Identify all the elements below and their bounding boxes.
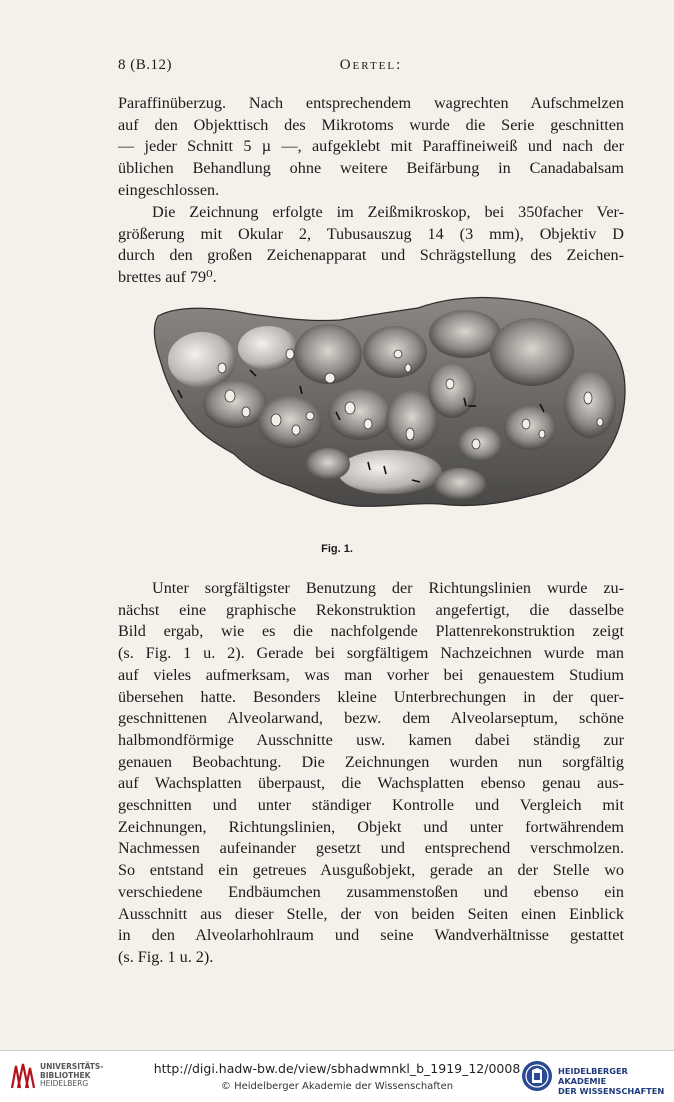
permalink-url[interactable]: http://digi.hadw-bw.de/view/sbhadwmnkl_b_1919_12/0008 — [153, 1061, 521, 1076]
text-line: Zeichnungen, Richtungslinien, Objekt und unter fortwährendem — [118, 817, 624, 836]
text-line: — jeder Schnitt 5 µ —, aufgeklebt mit Paraffineiweiß und nach der — [118, 137, 624, 156]
text-line: genauen Beobachtung. Die Zeichnungen wurden nun sorgfältig — [118, 752, 624, 771]
text-line: auf Wachsplatten überpaust, die Wachsplatten ebenso genau aus- — [118, 774, 624, 793]
text-line: durch den großen Zeichenapparat und Schrägstellung des Zeichen- — [118, 246, 624, 265]
university-library-name: UNIVERSITÄTS- BIBLIOTHEK HEIDELBERG — [40, 1062, 104, 1089]
text-line: Unter sorgfältigster Benutzung der Richtungslinien wurde zu- — [152, 579, 624, 597]
text-line: Die Zeichnung erfolgte im Zeißmikroskop, bei 350facher Ver- — [152, 203, 624, 221]
paragraph-2 — [118, 202, 624, 289]
academy-seal-icon — [521, 1060, 553, 1092]
alveolar-section-figure — [150, 294, 632, 512]
text-line: auf vieles aufmerksam, was man vorher bei genauestem Studium — [118, 665, 624, 684]
text-line: größerung mit Okular 2, Tubusauszug 14 (3 mm), Objektiv D — [118, 224, 624, 243]
text-line: Bild ergab, wie es die nachfolgende Plattenrekonstruktion zeigt — [118, 622, 624, 641]
text-line: auf den Objekttisch des Mikrotoms wurde die Serie geschnitten — [118, 115, 624, 134]
text-line: geschnittenen Alveolarwand, bezw. dem Alveolarseptum, schöne — [118, 709, 624, 728]
text-line: halbmondförmige Ausschnitte usw. kamen dabei ständig zur — [118, 730, 624, 749]
academy-name: HEIDELBERGER AKADEMIE DER WISSENSCHAFTEN — [558, 1066, 665, 1096]
viewer-footer — [0, 1050, 674, 1102]
text-line: (s. Fig. 1 u. 2). Gerade bei sorgfältigem Nachzeichnen wurde man — [118, 644, 624, 663]
text-line: übersehen hatte. Besonders kleine Unterbrechungen in der quer- — [118, 687, 624, 706]
text-line: So entstand ein getreues Ausgußobjekt, gerade an der Stelle wo — [118, 861, 624, 880]
text-line: brettes auf 79⁰. — [118, 268, 217, 287]
text-line: üblichen Behandlung ohne weitere Beifärbung in Canadabalsam — [118, 159, 624, 178]
author-name: Oertel: — [339, 57, 403, 73]
text-line: in den Alveolarhohlraum und seine Wandverhältnisse gestattet — [118, 926, 624, 945]
text-line: (s. Fig. 1 u. 2). — [118, 947, 214, 966]
running-header — [118, 57, 624, 77]
text-line: Paraffinüberzug. Nach entsprechendem wagrechten Aufschmelzen — [118, 94, 624, 112]
text-line: geschnitten und unter ständiger Kontrolle und Vergleich mit — [118, 796, 624, 815]
figure-caption: Fig. 1. — [321, 543, 353, 555]
text-line: Ausschnitt aus dieser Stelle, der von beiden Seiten einen Einblick — [118, 904, 624, 923]
paragraph-1 — [118, 93, 624, 202]
page-reference: 8 (B.12) — [118, 57, 172, 73]
text-line: Nachmessen aufeinander gesetzt und entsprechend verschmolzen. — [118, 839, 624, 858]
text-line: eingeschlossen. — [118, 180, 220, 199]
text-line: nächst eine graphische Rekonstruktion angefertigt, die dasselbe — [118, 600, 624, 619]
text-line: verschiedene Endbäumchen zusammenstoßen und ebenso ein — [118, 882, 624, 901]
copyright-notice: © Heidelberger Akademie der Wissenschaften — [220, 1081, 454, 1092]
paragraph-3 — [118, 578, 624, 969]
